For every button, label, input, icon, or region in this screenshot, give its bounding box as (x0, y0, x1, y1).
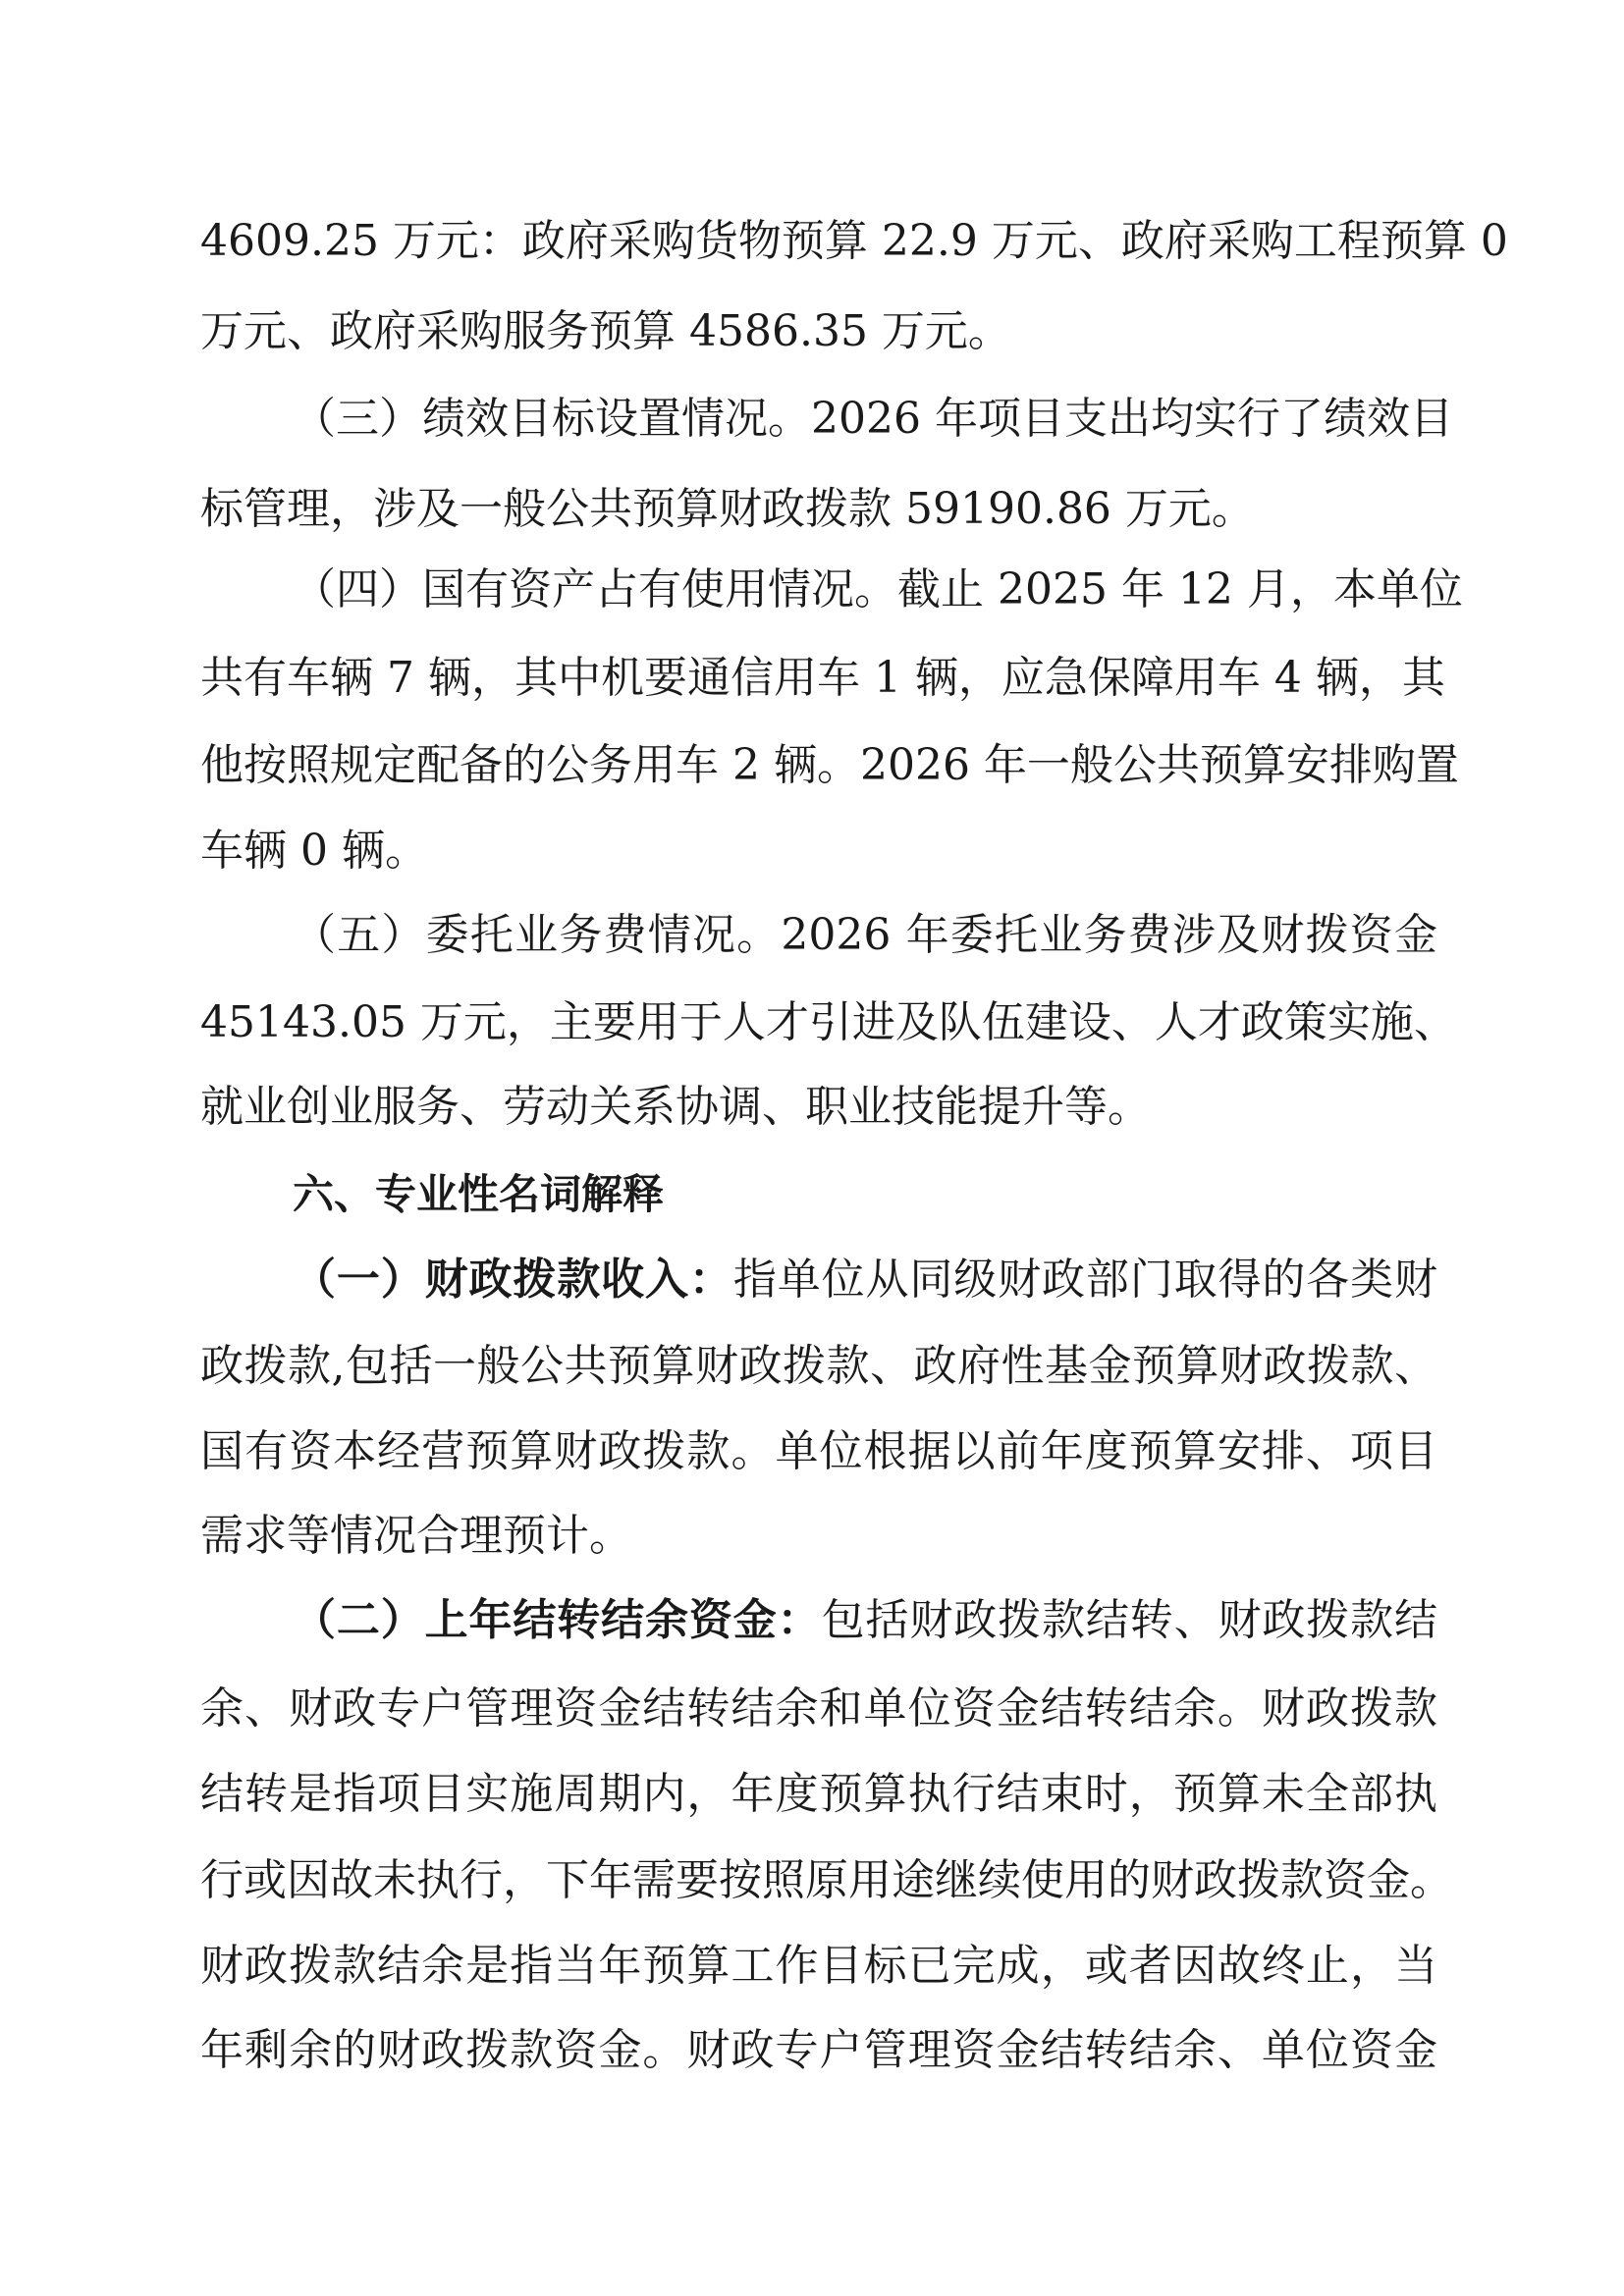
text-line: 行或因故未执行，下年需要按照原用途继续使用的财政拨款资金。 (200, 1855, 1453, 1905)
text-line (293, 1593, 1437, 1648)
text-line: 4609.25 万元：政府采购货物预算 22.9 万元、政府采购工程预算 0 (200, 216, 1508, 266)
text-line: 车辆 0 辆。 (200, 826, 428, 876)
text-line: （四）国有资产占有使用情况。截止 2025 年 12 月，本单位 (293, 564, 1463, 614)
text-line: 万元、政府采购服务预算 4586.35 万元。 (200, 306, 1011, 356)
term-lead: （二）上年结转结余资金： (293, 1595, 822, 1645)
text-segment: 包括财政拨款结转、财政拨款结 (821, 1595, 1438, 1645)
text-line: 需求等情况合理预计。 (200, 1511, 632, 1561)
text-line: 标管理，涉及一般公共预算财政拨款 59190.86 万元。 (200, 484, 1255, 534)
text-line: （五）委托业务费情况。2026 年委托业务费涉及财拨资金 (293, 910, 1437, 960)
text-line: 共有车辆 7 辆，其中机要通信用车 1 辆，应急保障用车 4 辆，其 (200, 653, 1445, 703)
text-line: 政拨款,包括一般公共预算财政拨款、政府性基金预算财政拨款、 (200, 1341, 1437, 1391)
text-segment: 指单位从同级财政部门取得的各类财 (732, 1255, 1438, 1305)
text-line: 国有资本经营预算财政拨款。单位根据以前年度预算安排、项目 (200, 1426, 1437, 1476)
text-line: 结转是指项目实施周期内，年度预算执行结束时，预算未全部执 (200, 1769, 1437, 1819)
text-line: 45143.05 万元，主要用于人才引进及队伍建设、人才政策实施、 (200, 997, 1457, 1047)
text-line: 余、财政专户管理资金结转结余和单位资金结转结余。财政拨款 (200, 1683, 1437, 1734)
text-line: 财政拨款结余是指当年预算工作目标已完成，或者因故终止，当 (200, 1941, 1437, 1991)
text-line: 就业创业服务、劳动关系协调、职业技能提升等。 (200, 1082, 1151, 1132)
text-line (293, 1253, 1437, 1308)
text-line: 年剩余的财政拨款资金。财政专户管理资金结转结余、单位资金 (200, 2025, 1437, 2075)
term-lead: （一）财政拨款收入： (293, 1255, 733, 1305)
section-heading: 六、专业性名词解释 (293, 1170, 665, 1218)
text-line: 他按照规定配备的公务用车 2 辆。2026 年一般公共预算安排购置 (200, 740, 1459, 790)
text-line: （三）绩效目标设置情况。2026 年项目支出均实行了绩效目 (293, 394, 1453, 444)
